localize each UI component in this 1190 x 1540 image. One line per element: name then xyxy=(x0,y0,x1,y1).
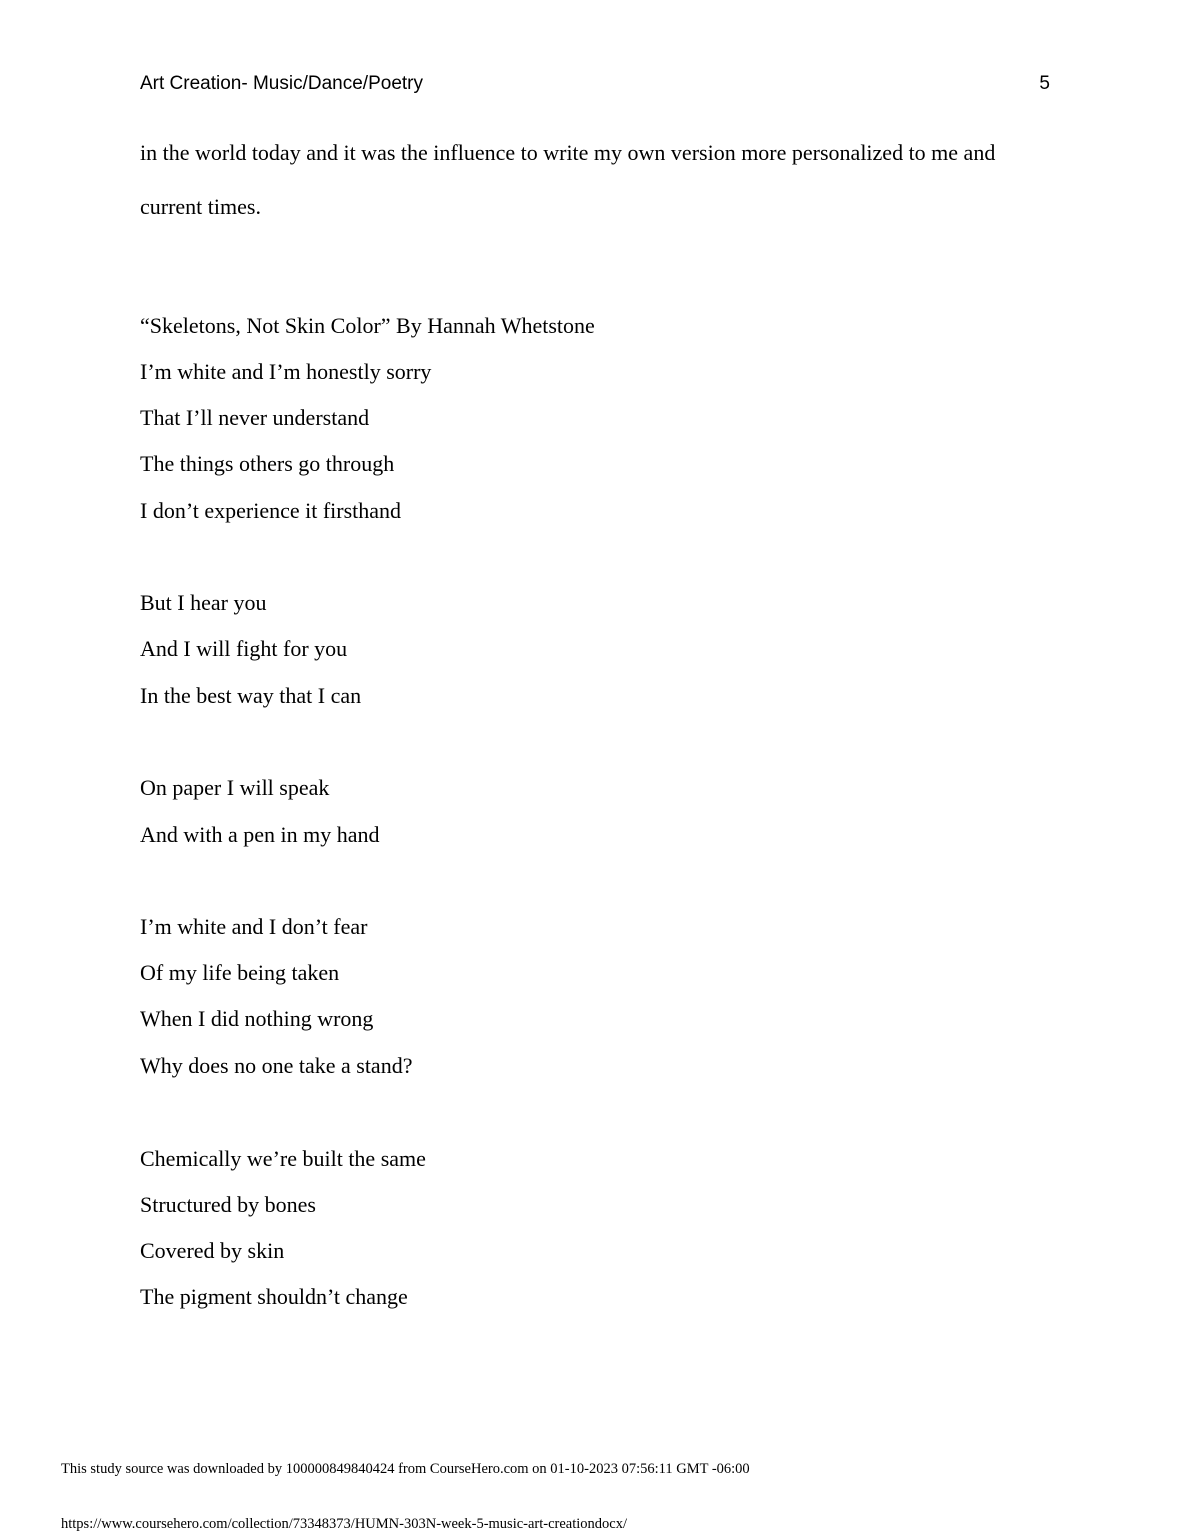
poem-line: Structured by bones xyxy=(140,1192,316,1217)
poem-title: “Skeletons, Not Skin Color” By Hannah Whetstone xyxy=(140,313,595,338)
poem-line: That I’ll never understand xyxy=(140,405,370,430)
source-url-link[interactable]: https://www.coursehero.com/collection/73348373/HUMN-303N-week-5-music-art-creationdocx/ xyxy=(61,1516,628,1532)
page-number: 5 xyxy=(1039,73,1050,94)
paragraph-line: in the world today and it was the influence to write my own version more personalized to me and xyxy=(140,140,996,165)
poem-line: When I did nothing wrong xyxy=(140,1006,374,1031)
poem-line: And with a pen in my hand xyxy=(140,822,380,847)
poem-line: On paper I will speak xyxy=(140,775,330,800)
poem-line: The pigment shouldn’t change xyxy=(140,1284,408,1309)
poem-line: Why does no one take a stand? xyxy=(140,1053,413,1078)
poem-line: I’m white and I don’t fear xyxy=(140,914,368,939)
poem-line: In the best way that I can xyxy=(140,683,362,708)
poem-line: And I will fight for you xyxy=(140,636,348,661)
poem-line: Of my life being taken xyxy=(140,960,340,985)
poem-line: But I hear you xyxy=(140,590,267,615)
poem-line: Chemically we’re built the same xyxy=(140,1146,426,1171)
running-header-title: Art Creation- Music/Dance/Poetry xyxy=(140,73,423,94)
poem-line: Covered by skin xyxy=(140,1238,285,1263)
poem-line: I don’t experience it firsthand xyxy=(140,498,402,523)
poem-line: I’m white and I’m honestly sorry xyxy=(140,359,432,384)
download-notice: This study source was downloaded by 100000849840424 from CourseHero.com on 01-10-2023 07:56:11 GMT -06:00 xyxy=(61,1461,750,1477)
poem-line: The things others go through xyxy=(140,451,395,476)
paragraph-line: current times. xyxy=(140,194,261,219)
